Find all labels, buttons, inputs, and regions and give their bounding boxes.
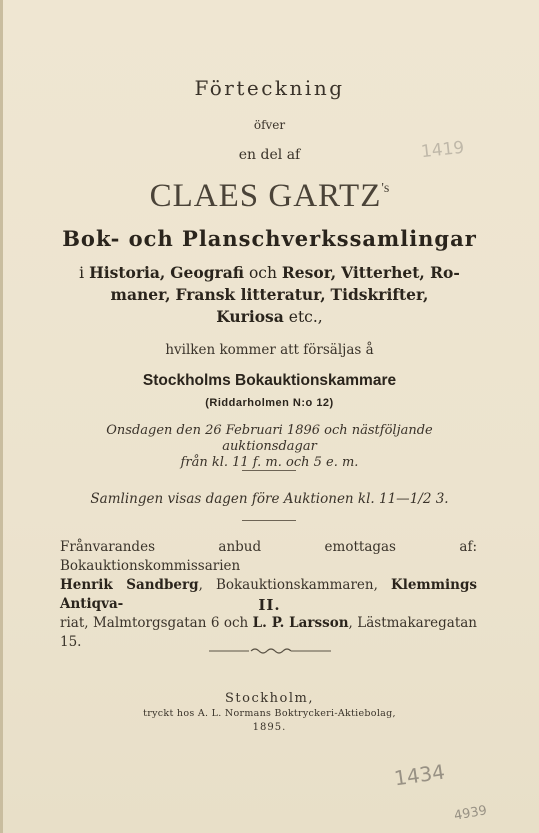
owner-name bbox=[0, 178, 539, 215]
topics-etc: etc., bbox=[288, 308, 323, 326]
phrase-en-del-af: en del af bbox=[238, 147, 301, 163]
bids-text: Frånvarandes anbud emottagas af: Bokauktionskommissarien bbox=[60, 539, 477, 574]
auction-dates-line-1: Onsdagen den 26 Februari 1896 och nästföljande auktionsdagar bbox=[106, 423, 433, 454]
topic-fransk-litteratur: Fransk litteratur, bbox=[175, 285, 326, 304]
viewing-times bbox=[0, 491, 539, 507]
topics-prefix: i bbox=[79, 264, 85, 282]
bids-text: , Lästmakaregatan 15. bbox=[60, 615, 477, 650]
topic-romaner: maner, bbox=[110, 285, 171, 304]
pencil-note-top: 1419 bbox=[420, 137, 466, 163]
topic-resor: Resor, bbox=[281, 263, 337, 282]
owner-name-text: CLAES GARTZ bbox=[149, 178, 382, 214]
topics-paragraph bbox=[60, 262, 479, 328]
viewing-times-end: 3. bbox=[431, 491, 449, 507]
topic-historia: Historia, bbox=[89, 263, 166, 282]
word-ofver: öfver bbox=[253, 118, 286, 132]
auction-dates bbox=[60, 423, 479, 471]
topic-vitterhet: Vitterhet, Ro- bbox=[341, 263, 460, 282]
bids-name-klemmings: Klemmings Antiqva- bbox=[60, 577, 477, 612]
divider-rule bbox=[242, 470, 296, 471]
absentee-bids-paragraph bbox=[60, 538, 477, 652]
bids-name-larsson: L. P. Larsson bbox=[252, 615, 349, 631]
topic-tidskrifter: Tidskrifter, bbox=[330, 285, 429, 304]
divider-rule bbox=[242, 520, 296, 521]
topic-geografi: Geografi bbox=[170, 263, 245, 282]
bids-name-sandberg: Henrik Sandberg bbox=[60, 577, 199, 593]
document-heading: Förteckning bbox=[194, 76, 345, 100]
viewing-times-text: Samlingen visas dagen före Auktionen kl. 11— bbox=[90, 491, 410, 507]
imprint-city: Stockholm, bbox=[225, 691, 314, 706]
owner-name-suffix: 's bbox=[381, 181, 390, 196]
pencil-note-bottom: 1434 bbox=[392, 759, 447, 791]
bids-text: Malmtorgsgatan 6 och bbox=[92, 615, 249, 631]
viewing-times-fraction: 1/2 bbox=[409, 491, 432, 507]
auction-venue: Stockholms Bokauktionskammare bbox=[142, 372, 397, 389]
auction-dates-line-2: från kl. 11 f. m. och 5 e. m. bbox=[180, 455, 359, 470]
pencil-note-corner: 4939 bbox=[452, 803, 489, 824]
imprint-printer: tryckt hos A. L. Normans Boktryckeri-Aktiebolag, bbox=[143, 708, 396, 719]
ornament-divider bbox=[209, 646, 331, 656]
imprint-year: 1895. bbox=[252, 722, 287, 733]
venue-address: (Riddarholmen N:o 12) bbox=[205, 397, 334, 409]
sale-line: hvilken kommer att försäljas å bbox=[165, 342, 374, 358]
part-number: II. bbox=[258, 596, 281, 614]
topic-kuriosa: Kuriosa bbox=[216, 307, 284, 326]
topics-och: och bbox=[248, 264, 277, 282]
bids-text: riat, bbox=[60, 615, 89, 631]
collection-title: Bok- och Planschverkssamlingar bbox=[62, 226, 477, 251]
bids-text: , Bokauktionskammaren, bbox=[198, 577, 378, 593]
